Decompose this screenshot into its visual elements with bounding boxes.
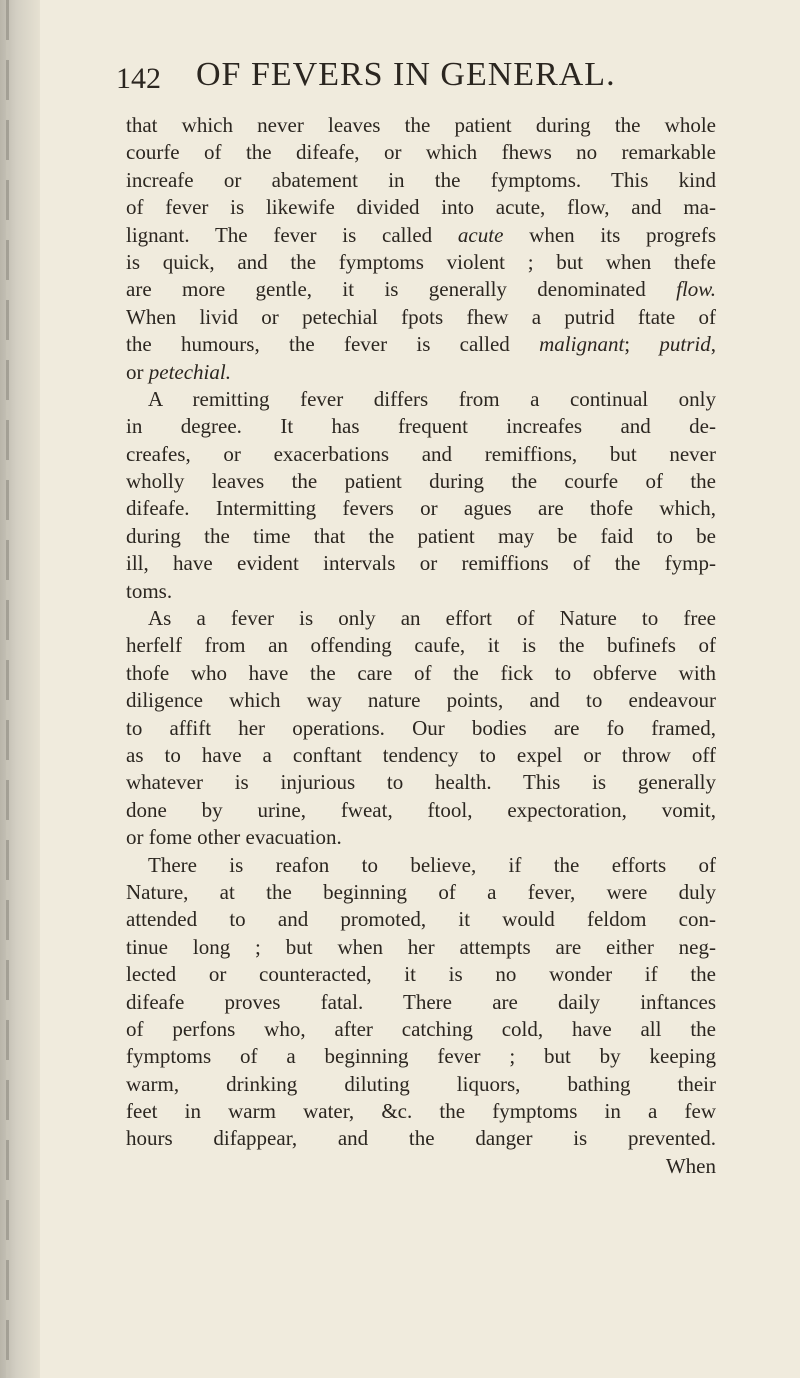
text-segment: ; xyxy=(624,332,660,357)
text-line: or fome other evacuation. xyxy=(126,825,342,850)
text-line: as to have a conftant tendency to expel or throw off xyxy=(126,742,716,767)
text-line: diligence which way nature points, and to endeavour xyxy=(126,688,716,713)
text-line xyxy=(126,359,716,386)
running-head xyxy=(116,56,706,104)
text-line: whatever is injurious to health. This is generally xyxy=(126,770,716,795)
page-number: 142 xyxy=(116,62,161,95)
binding-edge xyxy=(0,0,40,1378)
text-segment: are more gentle, it is generally denominated xyxy=(126,277,677,302)
text-line: feet in warm water, &c. the fymptoms in a few xyxy=(126,1099,716,1124)
text-line: attended to and promoted, it would feldom con- xyxy=(126,907,716,932)
text-line xyxy=(126,222,716,249)
text-line: done by urine, fweat, ftool, expectoration, vomit, xyxy=(126,797,716,822)
text-line: difeafe proves fatal. There are daily inftances xyxy=(126,989,716,1014)
text-line: during the time that the patient may be faid to be xyxy=(126,523,716,548)
text-line: wholly leaves the patient during the courfe of the xyxy=(126,469,716,494)
text-line: There is reafon to believe, if the efforts of xyxy=(148,852,716,877)
text-line: difeafe. Intermitting fevers or agues are thofe which, xyxy=(126,496,716,521)
text-line: toms. xyxy=(126,578,173,603)
italic-term: flow. xyxy=(676,277,716,302)
text-line: herfelf from an offending caufe, it is the bufinefs of xyxy=(126,633,716,658)
text-line: When xyxy=(665,1153,716,1178)
text-segment: the humours, the fever is called xyxy=(126,332,540,357)
text-line: Nature, at the beginning of a fever, were duly xyxy=(126,879,716,904)
running-head-title: OF FEVERS IN GENERAL. xyxy=(196,56,616,93)
text-line: of fever is likewife divided into acute, flow, and ma- xyxy=(126,195,716,220)
text-line: thofe who have the care of the fick to obferve with xyxy=(126,660,716,685)
text-line: lected or counteracted, it is no wonder if the xyxy=(126,962,716,987)
text-line: warm, drinking diluting liquors, bathing their xyxy=(126,1071,716,1096)
text-line: to affift her operations. Our bodies are fo framed, xyxy=(126,715,716,740)
text-line: fymptoms of a beginning fever ; but by keeping xyxy=(126,1044,716,1069)
italic-term: petechial. xyxy=(148,359,231,384)
text-line: is quick, and the fymptoms violent ; but when thefe xyxy=(126,249,716,274)
text-line: of perfons who, after catching cold, have all the xyxy=(126,1016,716,1041)
text-line: As a fever is only an effort of Nature to free xyxy=(148,606,716,631)
text-line: courfe of the difeafe, or which fhews no remarkable xyxy=(126,140,716,165)
text-line: hours difappear, and the danger is prevented. xyxy=(126,1126,716,1151)
text-line: tinue long ; but when her attempts are either neg- xyxy=(126,934,716,959)
text-line xyxy=(126,331,716,358)
body-text xyxy=(126,112,716,1180)
italic-term: malignant xyxy=(539,332,625,357)
text-line: that which never leaves the patient during the whole xyxy=(126,113,716,137)
text-line: When livid or petechial fpots fhew a putrid ftate of xyxy=(126,304,716,329)
text-line: in degree. It has frequent increafes and de- xyxy=(126,414,716,439)
text-line: A remitting fever differs from a continual only xyxy=(148,386,716,411)
text-line xyxy=(126,276,716,303)
text-line: ill, have evident intervals or remiffions of the fymp- xyxy=(126,551,716,576)
text-line: creafes, or exacerbations and remiffions, but never xyxy=(126,441,716,466)
text-segment: , xyxy=(710,332,717,357)
text-line: increafe or abatement in the fymptoms. This kind xyxy=(126,167,716,192)
italic-term: putrid xyxy=(659,332,711,357)
text-segment: or xyxy=(126,359,149,384)
italic-term: acute xyxy=(457,222,504,247)
text-segment: lignant. The fever is called xyxy=(126,222,458,247)
text-segment: when its progrefs xyxy=(503,222,716,247)
